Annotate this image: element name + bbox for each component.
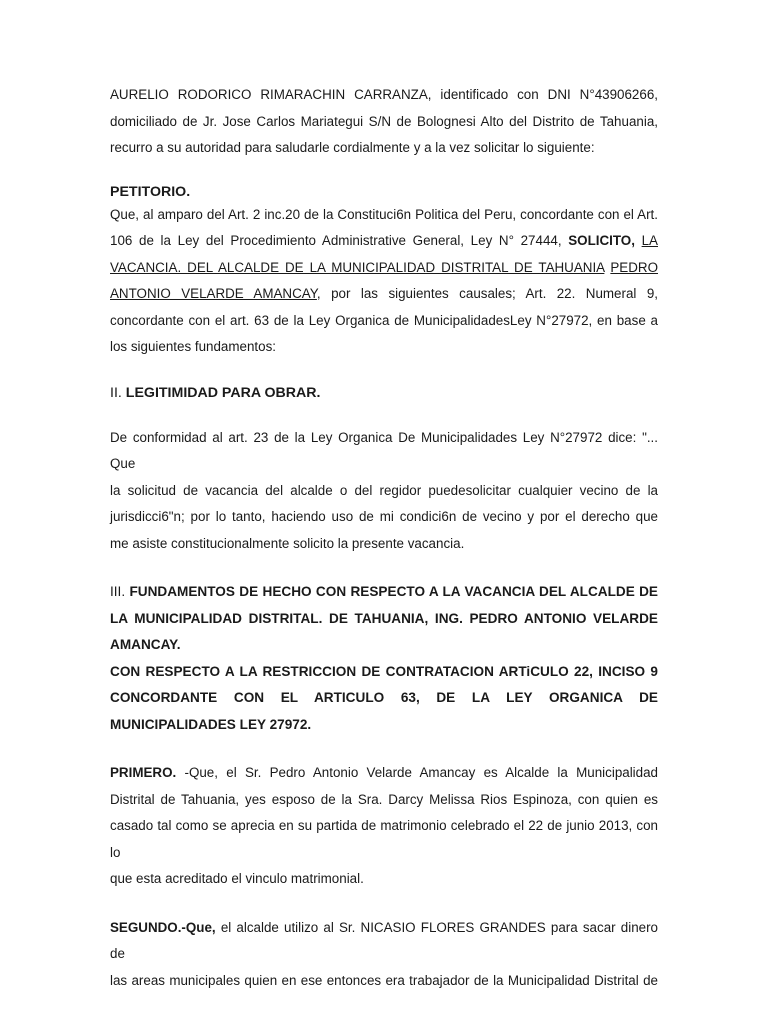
legitimidad-line: De conformidad al art. 23 de la Ley Organica De Municipalidades Ley N°27972 dice: "... Que — [110, 429, 658, 471]
underlined-text: LA — [641, 233, 658, 248]
primero-label: PRIMERO. — [110, 765, 177, 780]
segundo-text: el alcalde utilizo al Sr. NICASIO FLORES GRANDES para sacar dinero de — [110, 919, 658, 961]
petitorio-text: 106 de la Ley del Procedimiento Administrative General, Ley N° 27444, — [110, 233, 569, 248]
fundamentos-heading-line: LA MUNICIPALIDAD DISTRITAL. DE TAHUANIA, ING. PEDRO ANTONIO VELARDE — [110, 610, 658, 626]
petitorio-heading: PETITORIO. — [110, 183, 191, 200]
segundo-section — [110, 915, 658, 995]
petitorio-line: Que, al amparo del Art. 2 inc.20 de la Constituci6n Politica del Peru, concordante con el Art. — [110, 206, 658, 222]
section-title: FUNDAMENTOS DE HECHO CON RESPECTO A LA VACANCIA DEL ALCALDE DE — [129, 584, 658, 599]
primero-line: Distrital de Tahuania, yes esposo de la Sra. Darcy Melissa Rios Espinoza, con quien es — [110, 791, 658, 807]
spacer-text — [635, 233, 642, 248]
petitorio-section — [110, 182, 658, 361]
section-number: II. — [110, 384, 126, 401]
section-number: III. — [110, 584, 130, 599]
restriccion-line: MUNICIPALIDADES LEY 27972. — [110, 716, 312, 732]
fundamentos-heading-line: AMANCAY. — [110, 637, 181, 652]
intro-line: domiciliado de Jr. Jose Carlos Mariategui S/N de Bolognesi Alto del Distrito de Tahuania, — [110, 113, 658, 129]
section-title: LEGITIMIDAD PARA OBRAR. — [125, 384, 321, 401]
legitimidad-heading — [110, 383, 658, 403]
restriccion-line: CONCORDANTE CON EL ARTICULO 63, DE LA LEY ORGANICA DE — [110, 690, 658, 705]
underlined-text: VACANCIA. DEL ALCALDE DE LA MUNICIPALIDAD DISTRITAL DE TAHUANIA — [110, 259, 605, 275]
primero-section — [110, 760, 658, 893]
primero-line: que esta acreditado el vinculo matrimonial. — [110, 871, 364, 886]
solicito-label: SOLICITO, — [568, 233, 635, 248]
intro-paragraph — [110, 82, 658, 162]
fundamentos-section — [110, 579, 658, 738]
legitimidad-line: jurisdicci6"n; por lo tanto, haciendo uso de mi condici6n de vecino y por el derecho que — [110, 509, 658, 524]
segundo-line — [110, 915, 658, 968]
petitorio-line — [110, 228, 658, 255]
primero-text: -Que, el Sr. Pedro Antonio Velarde Amancay es Alcalde la Municipalidad — [176, 765, 658, 780]
intro-line: recurro a su autoridad para saludarle cordialmente y a la vez solicitar lo siguiente: — [110, 140, 595, 155]
restriccion-line: CON RESPECTO A LA RESTRICCION DE CONTRATACION ARTiCULO 22, INCISO 9 — [110, 663, 658, 679]
legitimidad-section — [110, 383, 658, 558]
petitorio-line: los siguientes fundamentos: — [110, 339, 276, 354]
legitimidad-line: la solicitud de vacancia del alcalde o del regidor puedesolicitar cualquier vecino de la — [110, 482, 658, 498]
legitimidad-line: me asiste constitucionalmente solicito la presente vacancia. — [110, 535, 465, 551]
petitorio-line — [110, 255, 658, 282]
petitorio-line: concordante con el art. 63 de la Ley Organica de MunicipalidadesLey N°27972, en base a — [110, 312, 658, 328]
underlined-text: PEDRO — [610, 259, 658, 275]
petitorio-text: , por las siguientes causales; Art. 22. Numeral 9, — [316, 286, 658, 301]
fundamentos-heading-line — [110, 579, 658, 606]
primero-line — [110, 760, 658, 787]
segundo-label: SEGUNDO.-Que, — [110, 919, 216, 935]
underlined-text: ANTONIO VELARDE AMANCAY — [110, 286, 317, 301]
petitorio-line — [110, 281, 658, 308]
primero-line: casado tal como se aprecia en su partida de matrimonio celebrado el 22 de junio 2013, con lo — [110, 818, 658, 860]
segundo-line: las areas municipales quien en ese entonces era trabajador de la Municipalidad Distrital de — [110, 972, 658, 988]
intro-line: AURELIO RODORICO RIMARACHIN CARRANZA, identificado con DNI N°43906266, — [110, 87, 658, 102]
